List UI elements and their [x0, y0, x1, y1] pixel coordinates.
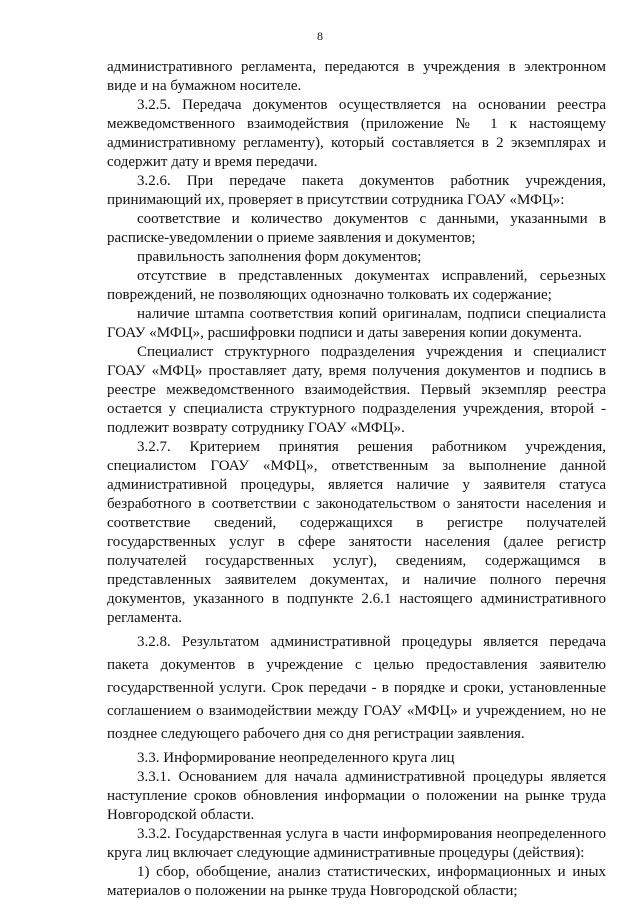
- paragraph: 3.2.5. Передача документов осуществляется на основании реестра межведомственного взаимодействия (приложение № 1 к настоящему административному регламенту), который составляется в 2 экземплярах и содержит дату и время передачи.: [107, 97, 606, 170]
- paragraph: 1) сбор, обобщение, анализ статистических, информационных и иных материалов о положении на рынке труда Новгородской области;: [107, 864, 606, 899]
- section-heading: 3.3. Информирование неопределенного круга лиц: [137, 750, 455, 766]
- document-body: [107, 58, 606, 901]
- paragraph: административного регламента, передаются в учреждения в электронном виде и на бумажном носителе.: [107, 59, 606, 94]
- paragraph: отсутствие в представленных документах исправлений, серьезных повреждений, не позволяющих однозначно толковать их содержание;: [107, 268, 606, 303]
- paragraph: 3.3.1. Основанием для начала административной процедуры является наступление сроков обновления информации о положении на рынке труда Новгородской области.: [107, 769, 606, 823]
- paragraph: правильность заполнения форм документов;: [137, 249, 422, 265]
- paragraph: Специалист структурного подразделения учреждения и специалист ГОАУ «МФЦ» проставляет дату, время получения документов и подпись в реестре межведомственного взаимодействия. Первый экземпляр реестра остается у специалиста структурного подразделения учреждения, второй - подлежит возврату сотруднику ГОАУ «МФЦ».: [107, 344, 606, 436]
- paragraph: 3.2.7. Критерием принятия решения работником учреждения, специалистом ГОАУ «МФЦ», ответственным за выполнение данной административной процедуры, является наличие у заявителя статуса безработного в соответствии с законодательством о занятости населения и соответствие сведений, содержащихся в регистре получателей государственных услуг в сфере занятости населения (далее регистр получателей государственных услуг), сведениям, содержащимся в представленных заявителем документах, и наличие полного перечня документов, указанного в подпункте 2.6.1 настоящего административного регламента.: [107, 439, 606, 626]
- paragraph: 3.3.2. Государственная услуга в части информирования неопределенного круга лиц включает следующие административные процедуры (действия):: [107, 826, 606, 861]
- paragraph: соответствие и количество документов с данными, указанными в расписке-уведомлении о приеме заявления и документов;: [107, 211, 606, 246]
- paragraph: 3.2.6. При передаче пакета документов работник учреждения, принимающий их, проверяет в присутствии сотрудника ГОАУ «МФЦ»:: [107, 173, 606, 208]
- page-number: 8: [317, 29, 323, 43]
- paragraph: наличие штампа соответствия копий оригиналам, подписи специалиста ГОАУ «МФЦ», расшифровки подписи и даты заверения копии документа.: [107, 306, 606, 341]
- paragraph: 3.2.8. Результатом административной процедуры является передача пакета документов в учреждение с целью предоставления заявителю государственной услуги. Срок передачи - в порядке и сроки, установленные соглашением о взаимодействии между ГОАУ «МФЦ» и учреждением, но не позднее следующего рабочего дня со дня регистрации заявления.: [107, 634, 606, 742]
